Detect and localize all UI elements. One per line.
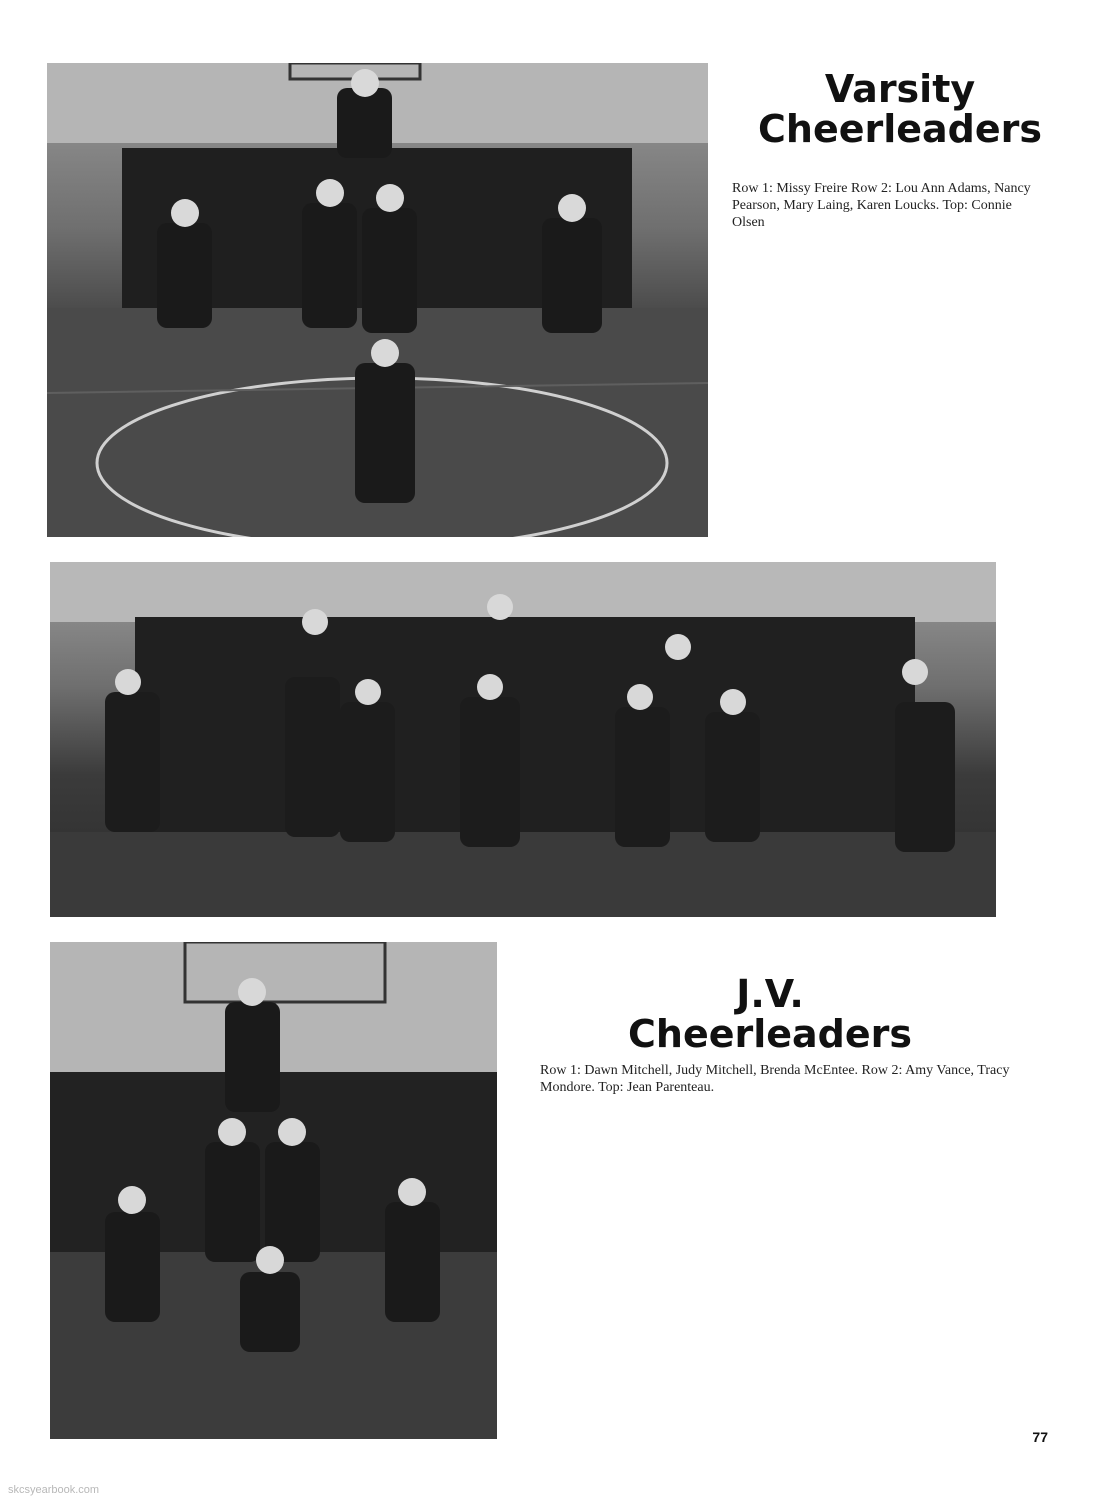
varsity-team-photo: [47, 63, 708, 537]
jv-team-photo: [50, 942, 497, 1439]
varsity-caption: Row 1: Missy Freire Row 2: Lou Ann Adams, Nancy Pearson, Mary Laing, Karen Loucks. Top: Connie Olsen: [732, 181, 1031, 230]
jv-caption: Row 1: Dawn Mitchell, Judy Mitchell, Brenda McEntee. Row 2: Amy Vance, Tracy Mondore. Top: Jean Parenteau.: [540, 1063, 1010, 1095]
combined-squad-photo: [50, 562, 996, 917]
page-number: 77: [1032, 1429, 1048, 1445]
varsity-heading-line2: Cheerleaders: [758, 106, 1042, 151]
varsity-heading-line1: Varsity: [824, 67, 976, 111]
site-watermark: skcsyearbook.com: [8, 1484, 100, 1496]
jv-heading: J.V. Cheerleaders: [628, 972, 912, 1056]
varsity-heading: [740, 67, 1060, 151]
